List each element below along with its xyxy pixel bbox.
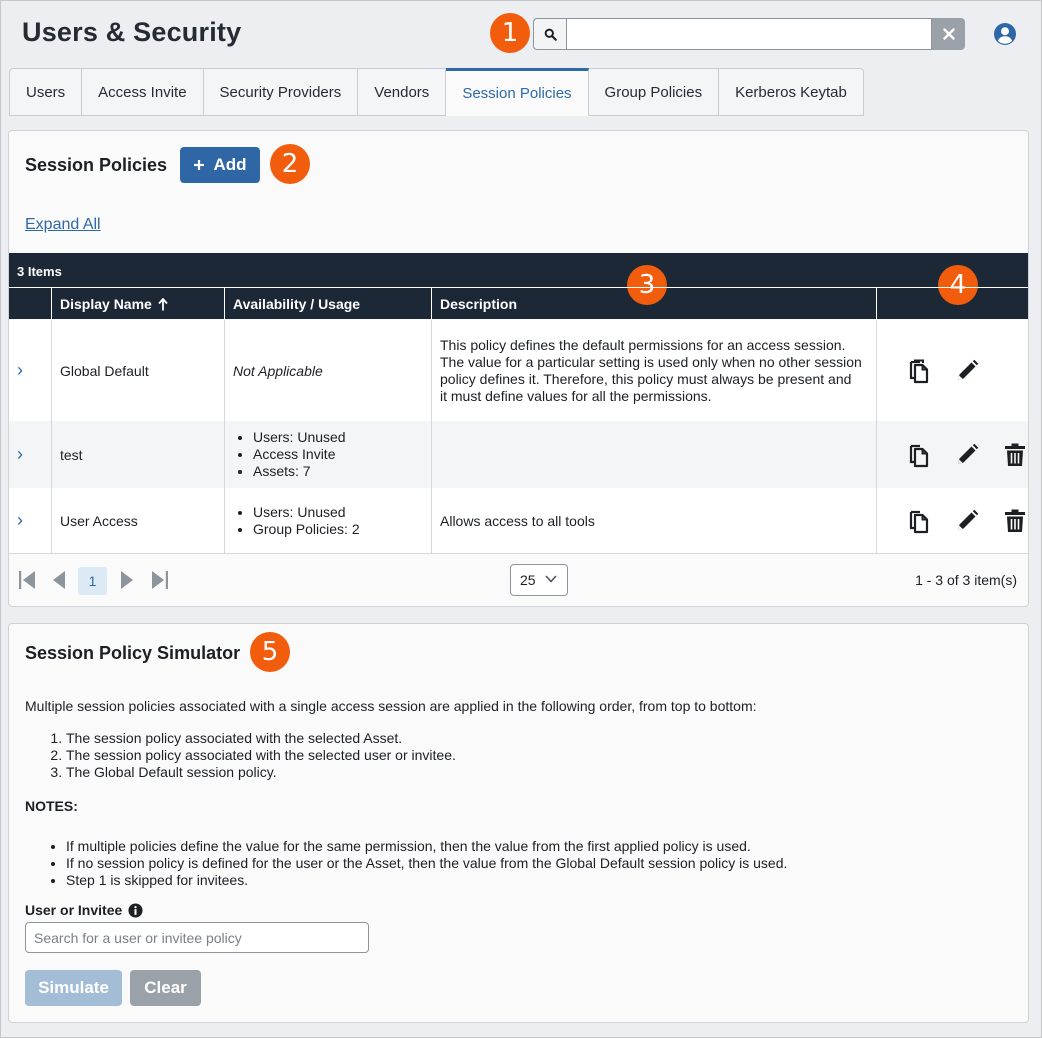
- edit-pencil-icon[interactable]: [953, 357, 981, 385]
- usage-item: • Users: Unused: [253, 429, 346, 446]
- global-search: [533, 18, 965, 50]
- chevron-right-icon: ›: [17, 360, 23, 380]
- column-header-availability[interactable]: Availability / Usage: [224, 288, 431, 320]
- callout-badge-3: 3: [627, 265, 667, 305]
- callout-badge-4: 4: [938, 265, 978, 305]
- usage-item: • Users: Unused: [253, 504, 360, 521]
- usage-item: • Access Invite: [253, 446, 346, 463]
- chevron-down-icon: [545, 575, 557, 583]
- plus-icon: [193, 159, 205, 171]
- trash-icon[interactable]: [1001, 441, 1029, 469]
- table-row-user-access: [9, 488, 1028, 553]
- copy-icon[interactable]: [905, 441, 933, 469]
- policy-availability: [224, 421, 431, 488]
- sort-ascending-icon: [158, 298, 168, 311]
- current-page-button[interactable]: 1: [78, 567, 107, 595]
- user-or-invitee-label: [25, 902, 143, 918]
- user-account-icon[interactable]: [993, 22, 1017, 46]
- row-expander[interactable]: [9, 421, 51, 488]
- callout-badge-1: 1: [490, 13, 530, 53]
- add-policy-button[interactable]: [180, 147, 260, 183]
- policy-description: This policy defines the default permissions for an access session. The value for a particular setting is used only when no other session policy defines it. Therefore, this policy must always be present and it must define values for all the permissions.: [431, 320, 876, 421]
- policy-description: Allows access to all tools: [431, 488, 876, 553]
- chevron-right-icon: ›: [17, 444, 23, 464]
- tab-kerberos-keytab[interactable]: Kerberos Keytab: [719, 68, 864, 116]
- display-name-header-label: Display Name: [60, 296, 152, 312]
- list-item: 3. The Global Default session policy.: [66, 764, 456, 781]
- search-input[interactable]: [566, 18, 932, 50]
- search-button[interactable]: [533, 18, 566, 50]
- tab-vendors[interactable]: Vendors: [358, 68, 446, 116]
- policy-name: User Access: [51, 488, 224, 553]
- usage-item: • Group Policies: 2: [253, 521, 360, 538]
- last-page-icon[interactable]: [151, 570, 169, 590]
- tab-group-policies[interactable]: Group Policies: [589, 68, 720, 116]
- usage-item: • Assets: 7: [253, 463, 346, 480]
- column-header-description[interactable]: Description: [431, 288, 876, 320]
- search-icon: [544, 28, 557, 41]
- list-item: • If multiple policies define the value for the same permission, then the value from the first applied policy is used.: [66, 838, 787, 855]
- row-expander[interactable]: [9, 320, 51, 421]
- grid-header: [9, 253, 1028, 319]
- row-actions: [876, 320, 1028, 421]
- notes-heading: NOTES:: [25, 798, 78, 814]
- chevron-right-icon: ›: [17, 510, 23, 530]
- column-header-expand: [9, 288, 51, 320]
- list-item: 2. The session policy associated with the selected user or invitee.: [66, 747, 456, 764]
- previous-page-icon[interactable]: [52, 570, 66, 590]
- next-page-icon[interactable]: [120, 570, 134, 590]
- tab-users[interactable]: Users: [9, 68, 82, 116]
- tab-security-providers[interactable]: Security Providers: [204, 68, 359, 116]
- session-policy-simulator-panel: [8, 623, 1029, 1023]
- policy-name: Global Default: [51, 320, 224, 421]
- section-title: Session Policies: [25, 155, 168, 175]
- tab-access-invite[interactable]: Access Invite: [82, 68, 203, 116]
- tab-bar: [9, 68, 864, 116]
- user-or-invitee-search-input[interactable]: [25, 922, 369, 953]
- table-row-test: [9, 421, 1028, 488]
- notes-list: [50, 838, 787, 889]
- items-count: 3 Items: [17, 264, 62, 279]
- page-size-select[interactable]: [510, 564, 568, 596]
- clear-search-button[interactable]: [932, 18, 965, 50]
- row-expander[interactable]: [9, 488, 51, 553]
- tab-session-policies[interactable]: Session Policies: [446, 68, 588, 116]
- item-range-text: 1 - 3 of 3 item(s): [915, 572, 1017, 588]
- simulator-intro: Multiple session policies associated with a single access session are applied in the following order, from top to bottom:: [25, 698, 757, 714]
- list-item: • Step 1 is skipped for invitees.: [66, 872, 787, 889]
- field-label-text: User or Invitee: [25, 902, 123, 918]
- copy-icon[interactable]: [905, 357, 933, 385]
- expand-all-link[interactable]: Expand All: [25, 216, 101, 233]
- list-item: 1. The session policy associated with the selected Asset.: [66, 730, 456, 747]
- add-button-label: Add: [213, 155, 247, 174]
- row-actions: [876, 488, 1028, 553]
- list-item: • If no session policy is defined for the user or the Asset, then the value from the Global Default session policy is used.: [66, 855, 787, 872]
- policy-order-list: [50, 730, 456, 781]
- row-actions: [876, 421, 1028, 488]
- first-page-icon[interactable]: [18, 570, 36, 590]
- info-icon[interactable]: [128, 903, 143, 918]
- close-icon: [943, 28, 955, 40]
- edit-pencil-icon[interactable]: [953, 441, 981, 469]
- trash-icon[interactable]: [1001, 507, 1029, 535]
- column-header-actions: [876, 288, 1028, 320]
- simulate-button[interactable]: Simulate: [25, 970, 122, 1006]
- clear-button[interactable]: Clear: [130, 970, 201, 1006]
- page-title: Users & Security: [22, 17, 242, 47]
- policy-availability: [224, 488, 431, 553]
- policy-name: test: [51, 421, 224, 488]
- pager: [9, 553, 1028, 605]
- copy-icon[interactable]: [905, 507, 933, 535]
- policy-availability: Not Applicable: [224, 320, 431, 421]
- page-size-value: 25: [520, 572, 536, 588]
- policy-description: [431, 421, 876, 488]
- session-policies-panel: [8, 130, 1029, 607]
- column-header-display-name[interactable]: [51, 288, 224, 320]
- callout-badge-5: 5: [250, 632, 290, 672]
- column-header-row: [9, 287, 1028, 319]
- edit-pencil-icon[interactable]: [953, 507, 981, 535]
- simulator-title: Session Policy Simulator: [25, 643, 241, 663]
- table-row-global-default: [9, 320, 1028, 421]
- callout-badge-2: 2: [270, 144, 310, 184]
